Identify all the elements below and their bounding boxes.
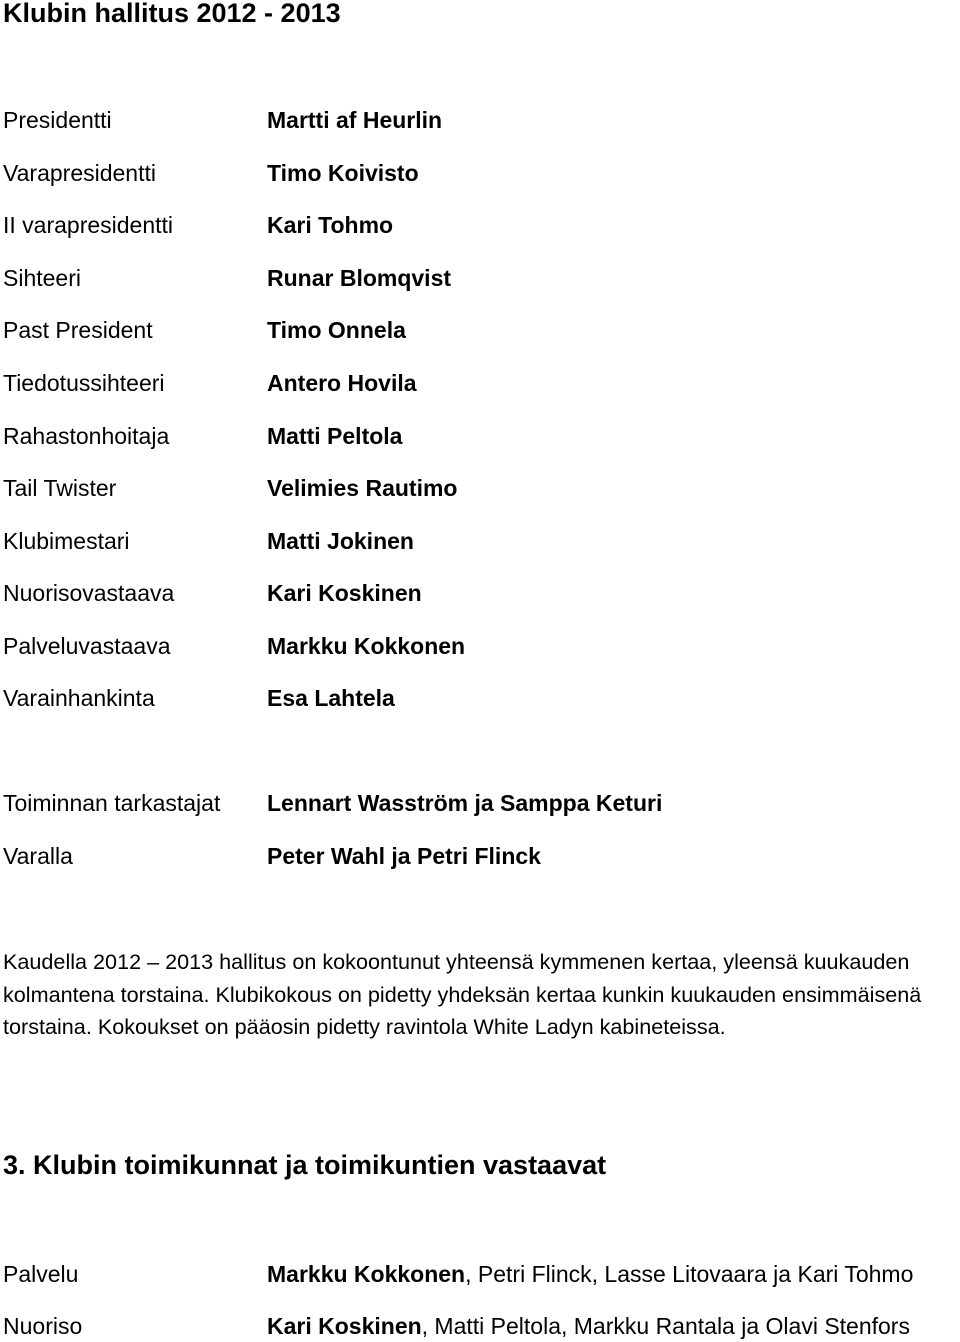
board-member-name: Markku Kokkonen [267,633,466,659]
board-member-name: Matti Jokinen [267,528,414,554]
board-row [0,421,960,451]
board-role: Nuorisovastaava [3,580,175,606]
board-role: Varainhankinta [3,685,155,711]
board-member-name: Timo Onnela [267,317,406,343]
board-row [0,631,960,661]
auditor-role: Toiminnan tarkastajat [3,790,221,816]
board-row [0,315,960,345]
board-member-name: Kari Tohmo [267,212,394,238]
board-role: Rahastonhoitaja [3,423,170,449]
auditor-row [0,841,960,871]
committee-lead: Markku Kokkonen [267,1261,466,1287]
board-row [0,683,960,713]
board-member-name: Kari Koskinen [267,580,422,606]
committee-members [267,1311,910,1341]
auditor-row [0,788,960,818]
committee-row [0,1259,960,1289]
board-role: Past President [3,317,153,343]
board-row [0,158,960,188]
board-member-name: Runar Blomqvist [267,265,452,291]
committee-members [267,1259,913,1289]
page-title: Klubin hallitus 2012 - 2013 [3,0,341,28]
board-role: Presidentti [3,107,112,133]
auditor-names: Lennart Wasström ja Samppa Keturi [267,790,663,816]
committee-others: , Petri Flinck, Lasse Litovaara ja Kari Tohmo [465,1261,914,1287]
board-role: Klubimestari [3,528,130,554]
meetings-paragraph: Kaudella 2012 – 2013 hallitus on kokoontunut yhteensä kymmenen kertaa, yleensä kuukauden kolmantena torstaina. Klubikokous on pidetty yhdeksän kertaa kunkin kuukauden ensimmäisenä torstaina. Kokoukset on pääosin pidetty ravintola White Ladyn kabineteissa. [3,949,922,1039]
board-role: II varapresidentti [3,212,174,238]
board-role: Tiedotussihteeri [3,370,165,396]
board-row [0,578,960,608]
auditor-names: Peter Wahl ja Petri Flinck [267,843,541,869]
board-member-name: Martti af Heurlin [267,107,443,133]
board-role: Varapresidentti [3,160,156,186]
board-member-name: Velimies Rautimo [267,475,458,501]
board-row [0,105,960,135]
committee-name: Nuoriso [3,1313,83,1339]
committee-row [0,1311,960,1341]
board-role: Sihteeri [3,265,81,291]
board-row [0,263,960,293]
board-member-name: Timo Koivisto [267,160,419,186]
board-row [0,473,960,503]
board-row [0,526,960,556]
auditor-role: Varalla [3,843,73,869]
committee-name: Palvelu [3,1261,79,1287]
board-role: Tail Twister [3,475,117,501]
board-row [0,368,960,398]
committee-others: , Matti Peltola, Markku Rantala ja Olavi Stenfors [421,1313,910,1339]
board-member-name: Esa Lahtela [267,685,395,711]
board-role: Palveluvastaava [3,633,171,659]
committee-lead: Kari Koskinen [267,1313,422,1339]
board-member-name: Matti Peltola [267,423,403,449]
board-row [0,210,960,240]
board-member-name: Antero Hovila [267,370,417,396]
section-heading: 3. Klubin toimikunnat ja toimikuntien vastaavat [3,1150,607,1180]
